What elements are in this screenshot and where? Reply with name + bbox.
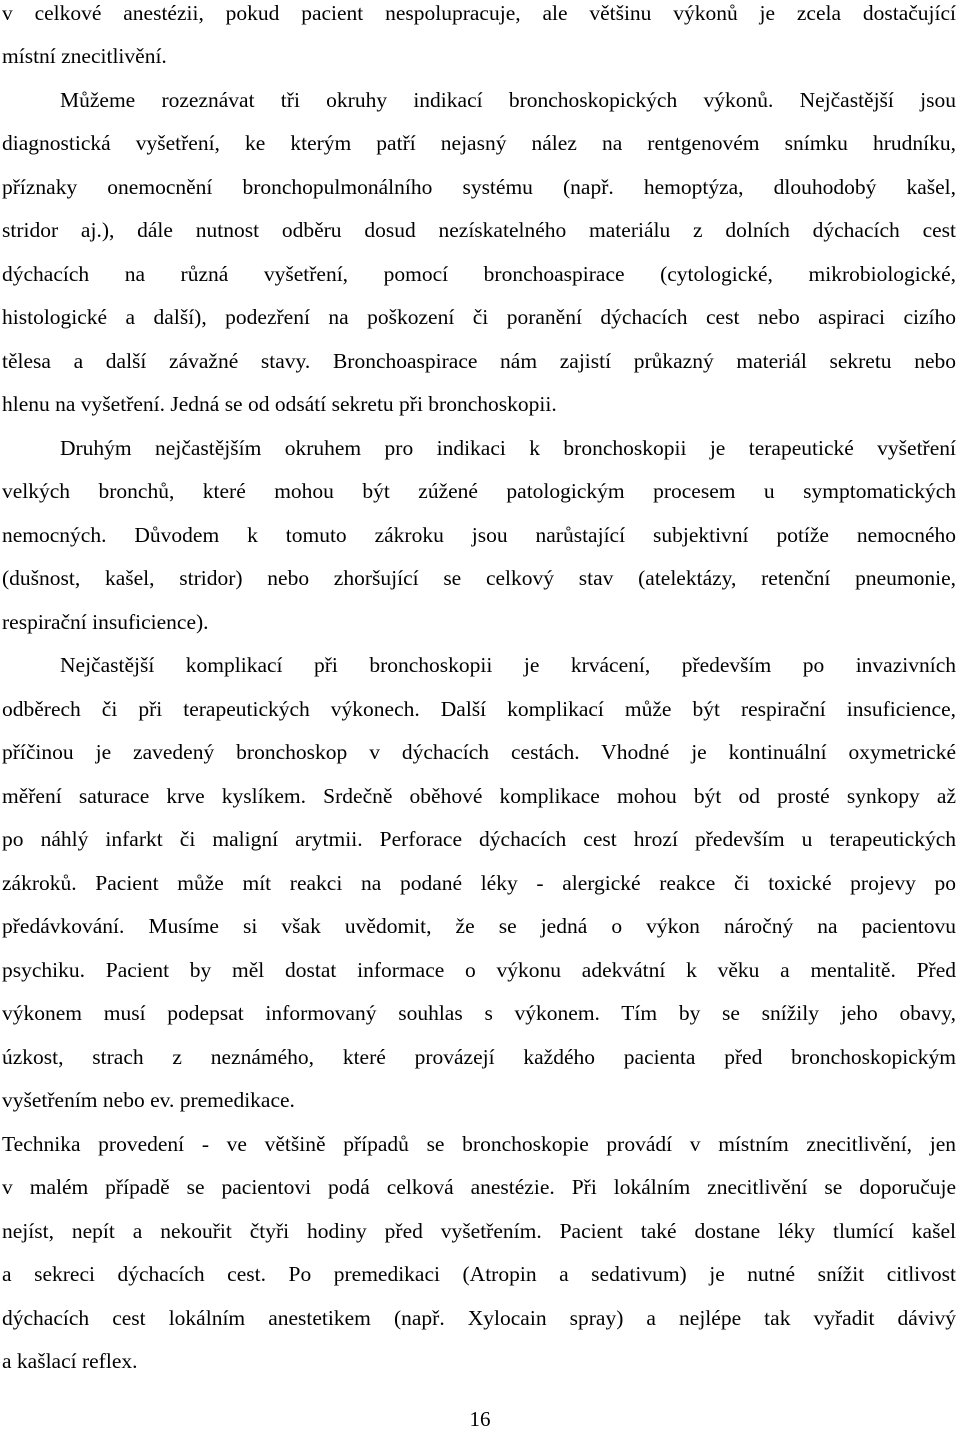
text-line: nemocných. Důvodem k tomuto zákroku jsou narůstající subjektivní potíže nemocného (2, 523, 956, 547)
text-line: odběrech či při terapeutických výkonech. Další komplikací může být respirační insuficience, (2, 697, 956, 721)
text-line: respirační insuficience). (2, 610, 209, 634)
text-line: v malém případě se pacientovi podá celková anestézie. Při lokálním znecitlivění se doporučuje (2, 1175, 956, 1199)
text-line: histologické a další), podezření na poškození či poranění dýchacích cest nebo aspiraci cizího (2, 305, 956, 329)
text-line: předávkování. Musíme si však uvědomit, že se jedná o výkon náročný na pacientovu (2, 914, 956, 938)
text-line: dýchacích cest lokálním anestetikem (např. Xylocain spray) a nejlépe tak vyřadit dávivý (2, 1306, 956, 1330)
text-line: diagnostická vyšetření, ke kterým patří nejasný nález na rentgenovém snímku hrudníku, (2, 131, 956, 155)
text-line: Nejčastější komplikací při bronchoskopii je krvácení, především po invazivních (60, 653, 956, 677)
text-line: v celkové anestézii, pokud pacient nespolupracuje, ale většinu výkonů je zcela dostačující (2, 1, 956, 25)
text-line: příznaky onemocnění bronchopulmonálního systému (např. hemoptýza, dlouhodobý kašel, (2, 175, 956, 199)
text-line: dýchacích na různá vyšetření, pomocí bronchoaspirace (cytologické, mikrobiologické, (2, 262, 956, 286)
text-line: Můžeme rozeznávat tři okruhy indikací bronchoskopických výkonů. Nejčastější jsou (60, 88, 956, 112)
text-line: příčinou je zavedený bronchoskop v dýchacích cestách. Vhodné je kontinuální oxymetrické (2, 740, 956, 764)
text-line: velkých bronchů, které mohou být zúžené patologickým procesem u symptomatických (2, 479, 956, 503)
page-number: 16 (469, 1407, 491, 1431)
text-line: stridor aj.), dále nutnost odběru dosud nezískatelného materiálu z dolních dýchacích cest (2, 218, 956, 242)
text-line: vyšetřením nebo ev. premedikace. (2, 1088, 295, 1112)
text-line: psychiku. Pacient by měl dostat informace o výkonu adekvátní k věku a mentalitě. Před (2, 958, 956, 982)
text-line: měření saturace krve kyslíkem. Srdečně oběhové komplikace mohou být od prosté synkopy až (2, 784, 956, 808)
text-line: a sekreci dýchacích cest. Po premedikaci (Atropin a sedativum) je nutné snížit citlivost (2, 1262, 956, 1286)
text-line: zákroků. Pacient může mít reakci na podané léky - alergické reakce či toxické projevy po (2, 871, 956, 895)
text-line: tělesa a další závažné stavy. Bronchoaspirace nám zajistí průkazný materiál sekretu nebo (2, 349, 956, 373)
text-line: (dušnost, kašel, stridor) nebo zhoršující se celkový stav (atelektázy, retenční pneumonie, (2, 566, 956, 590)
text-line: nejíst, nepít a nekouřit čtyři hodiny před vyšetřením. Pacient také dostane léky tlumící kašel (2, 1219, 956, 1243)
text-line: místní znecitlivění. (2, 44, 167, 68)
text-line: Technika provedení - ve většině případů se bronchoskopie provádí v místním znecitlivění, jen (2, 1132, 956, 1156)
text-line: hlenu na vyšetření. Jedná se od odsátí sekretu při bronchoskopii. (2, 392, 557, 416)
text-line: úzkost, strach z neznámého, které provázejí každého pacienta před bronchoskopickým (2, 1045, 956, 1069)
text-line: výkonem musí podepsat informovaný souhlas s výkonem. Tím by se snížily jeho obavy, (2, 1001, 956, 1025)
text-line: po náhlý infarkt či maligní arytmii. Perforace dýchacích cest hrozí především u terapeutických (2, 827, 956, 851)
text-line: a kašlací reflex. (2, 1349, 138, 1373)
text-line: Druhým nejčastějším okruhem pro indikaci k bronchoskopii je terapeutické vyšetření (60, 436, 956, 460)
